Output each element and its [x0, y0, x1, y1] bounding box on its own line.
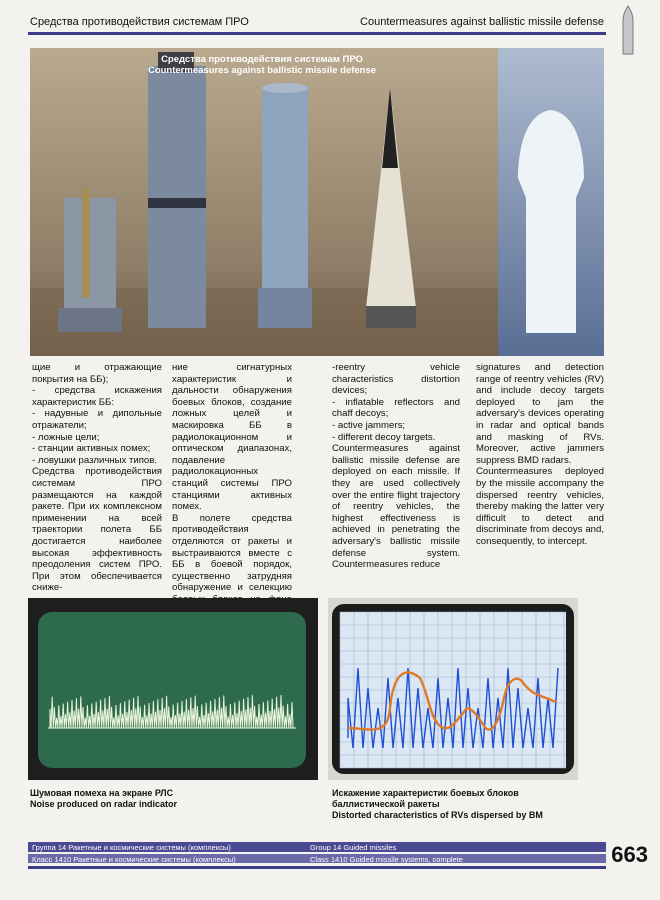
paragraph: щие и отражающие покрытия на ББ); [32, 362, 162, 385]
paragraph: ние сигнатурных характеристик и дальности обнаружения боевых блоков, создание ложных целей и маскировка ББ в радиолокационном и оптическом диапазонах, подавление радиолокационных станций системы ПРО станциями активных помех. [172, 362, 292, 513]
footer-class-ru: Класс 1410 Ракетные и космические системы (комплексы) [32, 855, 236, 864]
paragraph: - станции активных помех; [32, 443, 151, 455]
caption-en: Distorted characteristics of RVs dispersed by BM [332, 810, 543, 820]
caption-ru: баллистической ракеты [332, 799, 440, 809]
header-rule [28, 32, 606, 35]
footer-group [28, 842, 606, 852]
decoy-illustration [498, 48, 604, 356]
countermeasures-photo [30, 48, 604, 356]
paragraph: В полете средства противодействия отделяются от ракеты и выстраиваются вместе с ББ в боевой порядок, существенно затрудняя обнаружение и селекцию [172, 512, 292, 594]
paragraph: - ловушки различных типов. [32, 454, 158, 466]
footer-group-ru: Группа 14 Ракетные и космические системы (комплексы) [32, 843, 231, 852]
caption-ru: Шумовая помеха на экране РЛС [30, 788, 174, 798]
paragraph: - средства искажения характеристик ББ: [32, 385, 162, 408]
footer-group-en: Group 14 Guided missiles [310, 843, 397, 852]
footer-class [28, 854, 606, 863]
radar-noise-figure [28, 598, 318, 780]
paragraph: Средства противодействия системам ПРО размещаются на каждой ракете. При их комплексном применении на всей траектории полета ББ достигается наиболее высокая эффективность преодоления систем ПРО. При этом обеспечивается сниже- [32, 466, 162, 594]
decoy-panel [498, 48, 604, 356]
footer-rule [28, 866, 606, 869]
header-title-ru: Средства противодействия системам ПРО [30, 16, 249, 28]
paragraph: - inflatable reflectors and chaff decoys; [332, 396, 460, 420]
text-column-1 [32, 362, 162, 594]
paragraph: Countermeasures against ballistic missile defense are deployed on each missile. If they are used collectively over the entire flight trajectory of reentry vehicles, the highest effectiveness is achieved in penetrating the adversary's ballistic missile defense system. Countermeasures reduce [332, 443, 460, 571]
paragraph: Countermeasures deployed by the missile accompany the dispersed reentry vehicles, thereby making the latter very difficult to detect and discriminate from decoys and, consequently, to intercept. [476, 466, 604, 547]
paragraph: -reentry vehicle characteristics distortion devices; [332, 362, 460, 397]
page-header [28, 14, 604, 32]
header-title-en: Countermeasures against ballistic missile defense [360, 16, 604, 28]
figure-caption-right [332, 788, 543, 821]
distortion-figure [328, 598, 578, 780]
paragraph: - ложные цели; [32, 431, 100, 443]
text-column-3 [332, 362, 460, 571]
paragraph: - надувные и дипольные отражатели; [32, 408, 162, 431]
photo-caption [30, 54, 494, 76]
figure-caption-left [30, 788, 177, 810]
caption-en: Noise produced on radar indicator [30, 799, 178, 809]
paragraph: signatures and detection range of reentry vehicles (RV) and include decoy targets deployed to jam the adversary's devices operating in radar and optical bands and masking of RVs. Moreover, active jammers suppress BMD radars. [476, 362, 604, 466]
paragraph: - active jammers; [332, 419, 406, 431]
radar-screen [28, 598, 318, 780]
paragraph: - different decoy targets. [332, 431, 436, 443]
photo-caption-ru: Средства противодействия системам ПРО [161, 54, 363, 65]
photo-caption-en: Countermeasures against ballistic missile defense [147, 65, 377, 76]
caption-ru: Искажение характеристик боевых блоков [332, 788, 519, 798]
footer-class-en: Class 1410 Guided missile systems, complete [310, 855, 463, 864]
page-number: 663 [611, 842, 648, 867]
missile-icon [620, 4, 636, 56]
distortion-screen [328, 598, 578, 780]
text-column-4 [476, 362, 604, 548]
